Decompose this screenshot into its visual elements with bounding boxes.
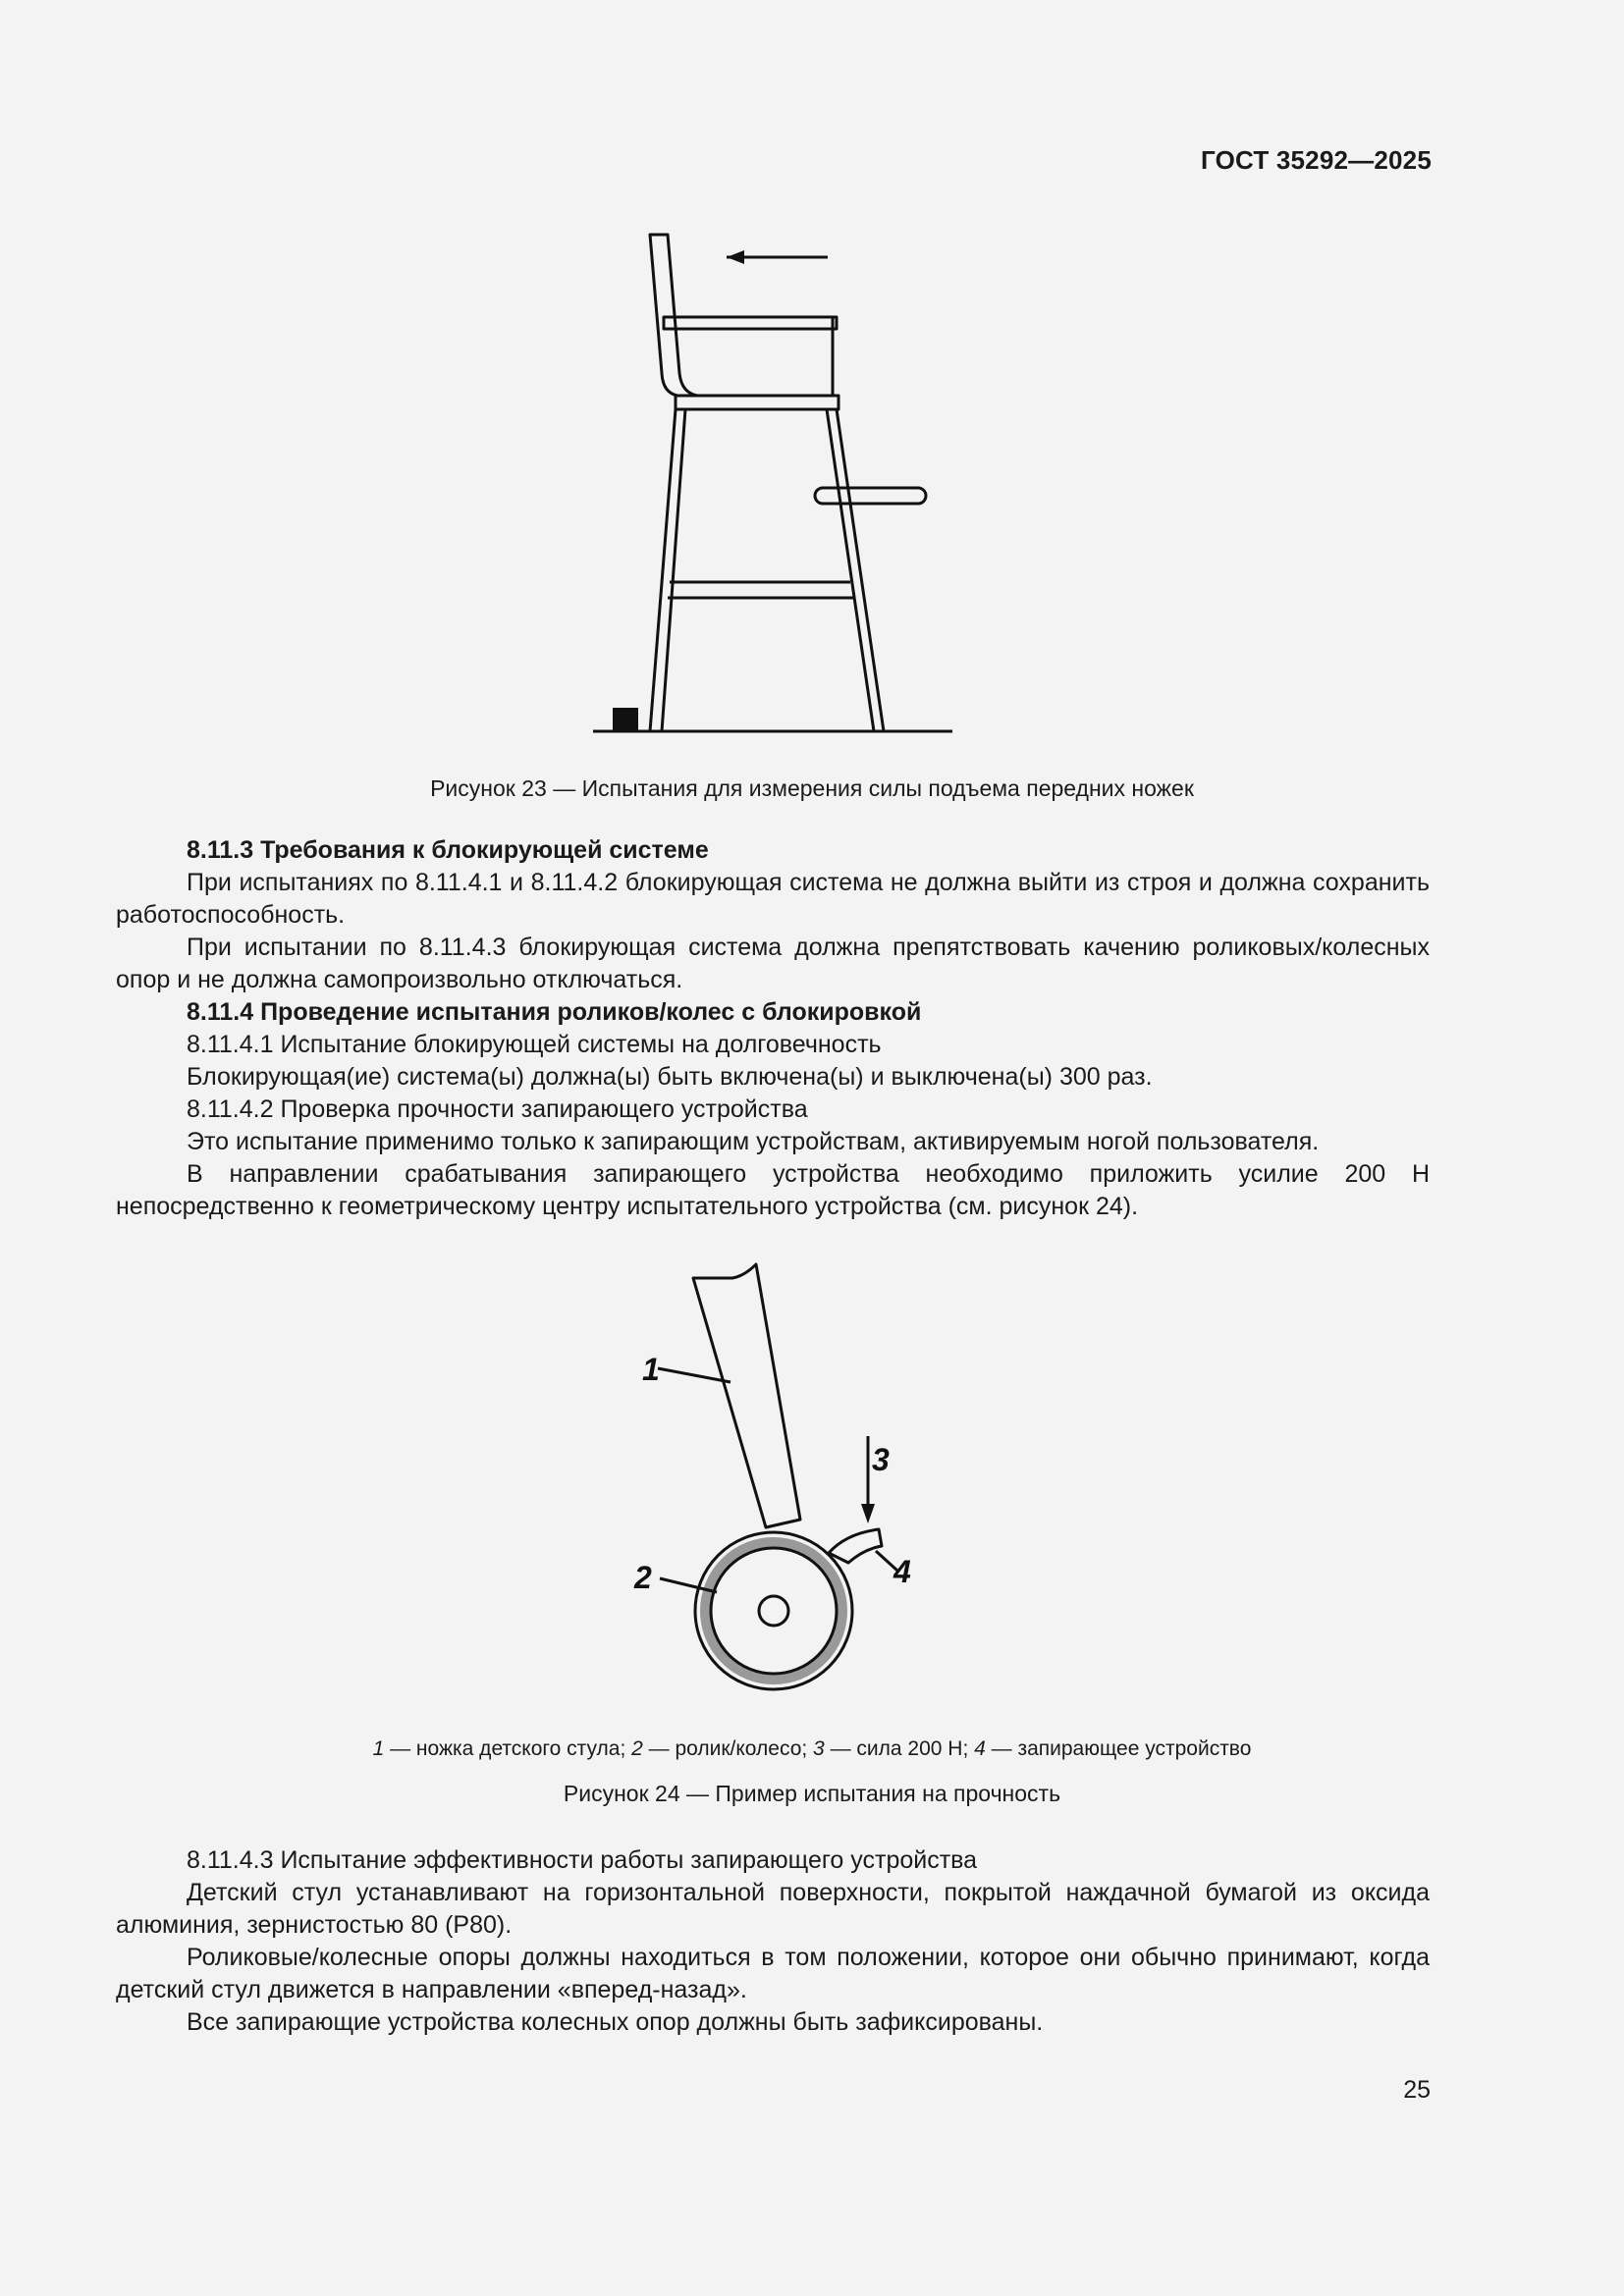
label-2: 2 [634,1560,652,1595]
subheading-8-11-4-2: 8.11.4.2 Проверка прочности запирающего устройства [187,1095,808,1123]
label-3: 3 [872,1442,890,1477]
wheel-inner [711,1548,837,1674]
label-1: 1 [642,1352,660,1387]
text-section-upper [116,834,1430,1223]
chair-footrest [815,488,926,504]
subheading-8-11-4-1: 8.11.4.1 Испытание блокирующей системы на долговечность [187,1031,882,1058]
page-number: 25 [1403,2076,1431,2104]
heading-8-11-4: 8.11.4 Проведение испытания роликов/колес с блокировкой [187,998,922,1026]
wheel-tire [705,1542,842,1680]
paragraph: Роликовые/колесные опоры должны находиться в том положении, которое они обычно принимают, когда детский стул движется в направлении «вперед-назад». [116,1944,1430,2003]
stop-block [613,708,638,731]
force-arrow-head [861,1504,875,1523]
legend-num: 3 [813,1737,825,1760]
label-4: 4 [893,1554,911,1589]
figure-24-legend [0,1737,1624,1761]
chair-back-post [650,235,697,396]
legend-num: 4 [974,1737,986,1760]
figure-24-caption: Рисунок 24 — Пример испытания на прочность [563,1781,1061,1806]
wheel-outer [695,1532,852,1689]
paragraph: Это испытание применимо только к запирающим устройствам, активируемым ногой пользователя. [187,1128,1320,1155]
paragraph: При испытании по 8.11.4.3 блокирующая система должна препятствовать качению роликовых/колесных опор и не должна самопроизвольно отключаться. [116,934,1430,993]
legend-text: — ножка детского стула; [384,1737,632,1760]
chair-leg [693,1264,800,1527]
chair-seat [676,396,839,409]
wheel-hub [759,1596,788,1626]
chair-upper-rail [664,317,837,329]
legend-text: — сила 200 Н; [824,1737,975,1760]
legend-text: — ролик/колесо; [642,1737,814,1760]
figure-23-caption: Рисунок 23 — Испытания для измерения силы подъема передних ножек [430,775,1194,801]
subheading-8-11-4-3: 8.11.4.3 Испытание эффективности работы запирающего устройства [187,1846,978,1874]
legend-num: 1 [372,1737,385,1760]
legend-text: — запирающее устройство [985,1737,1252,1760]
force-arrow-head [727,250,744,264]
paragraph: Детский стул устанавливают на горизонтальной поверхности, покрытой наждачной бумагой из оксида алюминия, зернистостью 80 (Р80). [116,1879,1430,1939]
paragraph: В направлении срабатывания запирающего устройства необходимо приложить усилие 200 Н непосредственно к геометрическому центру испытательного устройства (см. рисунок 24). [116,1160,1430,1220]
paragraph: При испытаниях по 8.11.4.1 и 8.11.4.2 блокирующая система не должна выйти из строя и должна сохранить работоспособность. [116,869,1430,929]
figure-23-high-chair-drawing [579,221,972,741]
legend-num: 2 [631,1737,643,1760]
paragraph: Все запирающие устройства колесных опор должны быть зафиксированы. [187,2008,1044,2036]
figure-24-caster-test-drawing [619,1247,943,1698]
chair-rear-leg [650,409,685,731]
paragraph: Блокирующая(ие) система(ы) должна(ы) быть включена(ы) и выключена(ы) 300 раз. [187,1063,1153,1091]
document-header: ГОСТ 35292—2025 [1201,145,1432,175]
text-section-lower [116,1844,1430,2039]
heading-8-11-3: 8.11.3 Требования к блокирующей системе [187,836,709,864]
locking-device [829,1529,882,1563]
chair-front-leg [827,409,884,731]
